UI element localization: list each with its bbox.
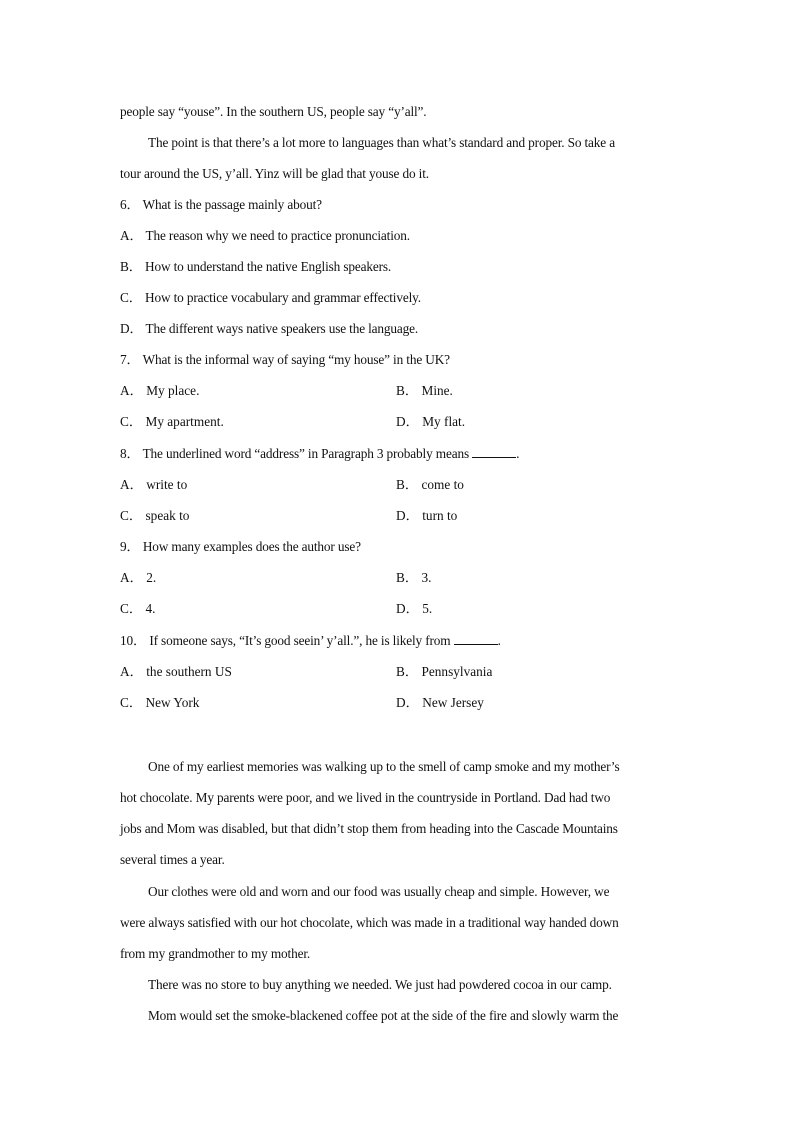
q8-stem-text: 8． The underlined word “address” in Paragraph 3 probably means: [120, 446, 473, 461]
answer-blank: [454, 632, 498, 645]
passage-line: jobs and Mom was disabled, but that didn’t stop them from heading into the Cascade Mountains: [120, 821, 618, 836]
answer-blank: [472, 445, 516, 458]
q9-option-d: D． 5.: [396, 601, 433, 616]
q10-option-b: B． Pennsylvania: [396, 664, 493, 679]
passage-line: Mom would set the smoke-blackened coffee pot at the side of the fire and slowly warm the: [148, 1008, 619, 1023]
q6-option-b: B． How to understand the native English speakers.: [120, 259, 392, 274]
q7-option-b: B． Mine.: [396, 383, 453, 398]
question-8-stem: [120, 445, 680, 463]
passage-line: One of my earliest memories was walking up to the smell of camp smoke and my mother’s: [148, 759, 620, 774]
passage-line: people say “youse”. In the southern US, people say “y’all”.: [120, 104, 427, 119]
q7-option-d: D． My flat.: [396, 414, 466, 429]
q9-option-a: A． 2.: [120, 570, 157, 585]
question-10-stem: [120, 632, 680, 650]
q8-options-row: [120, 476, 680, 494]
q8-option-c: C． speak to: [120, 508, 190, 523]
passage-line: were always satisfied with our hot chocolate, which was made in a traditional way handed down: [120, 915, 619, 930]
q8-option-d: D． turn to: [396, 508, 458, 523]
q7-option-a: A． My place.: [120, 383, 200, 398]
q7-options-row: [120, 413, 680, 431]
q10-options-row: [120, 694, 680, 712]
passage-line: hot chocolate. My parents were poor, and we lived in the countryside in Portland. Dad had two: [120, 790, 611, 805]
q8-stem-end: .: [516, 446, 520, 461]
q10-option-c: C． New York: [120, 695, 200, 710]
q9-option-b: B． 3.: [396, 570, 432, 585]
passage-line: The point is that there’s a lot more to languages than what’s standard and proper. So take a: [148, 135, 615, 150]
q8-option-a: A． write to: [120, 477, 188, 492]
q9-options-row: [120, 569, 680, 587]
question-9-stem: 9． How many examples does the author use?: [120, 539, 361, 554]
q10-stem-text: 10． If someone says, “It’s good seein’ y’all.”, he is likely from: [120, 633, 454, 648]
q10-stem-end: .: [497, 633, 501, 648]
question-6-stem: 6． What is the passage mainly about?: [120, 197, 322, 212]
q8-options-row: [120, 507, 680, 525]
q10-options-row: [120, 663, 680, 681]
passage-line: There was no store to buy anything we needed. We just had powdered cocoa in our camp.: [148, 977, 612, 992]
passage-line: several times a year.: [120, 852, 225, 867]
q6-option-d: D． The different ways native speakers use the language.: [120, 321, 419, 336]
q7-options-row: [120, 382, 680, 400]
q9-option-c: C． 4.: [120, 601, 156, 616]
q6-option-c: C． How to practice vocabulary and grammar effectively.: [120, 290, 421, 305]
q6-option-a: A． The reason why we need to practice pronunciation.: [120, 228, 410, 243]
q8-option-b: B． come to: [396, 477, 464, 492]
passage-line: tour around the US, y’all. Yinz will be glad that youse do it.: [120, 166, 429, 181]
q9-options-row: [120, 600, 680, 618]
question-7-stem: 7． What is the informal way of saying “my house” in the UK?: [120, 352, 450, 367]
q7-option-c: C． My apartment.: [120, 414, 224, 429]
q10-option-d: D． New Jersey: [396, 695, 484, 710]
passage-line: Our clothes were old and worn and our food was usually cheap and simple. However, we: [148, 884, 610, 899]
q10-option-a: A． the southern US: [120, 664, 232, 679]
passage-line: from my grandmother to my mother.: [120, 946, 311, 961]
